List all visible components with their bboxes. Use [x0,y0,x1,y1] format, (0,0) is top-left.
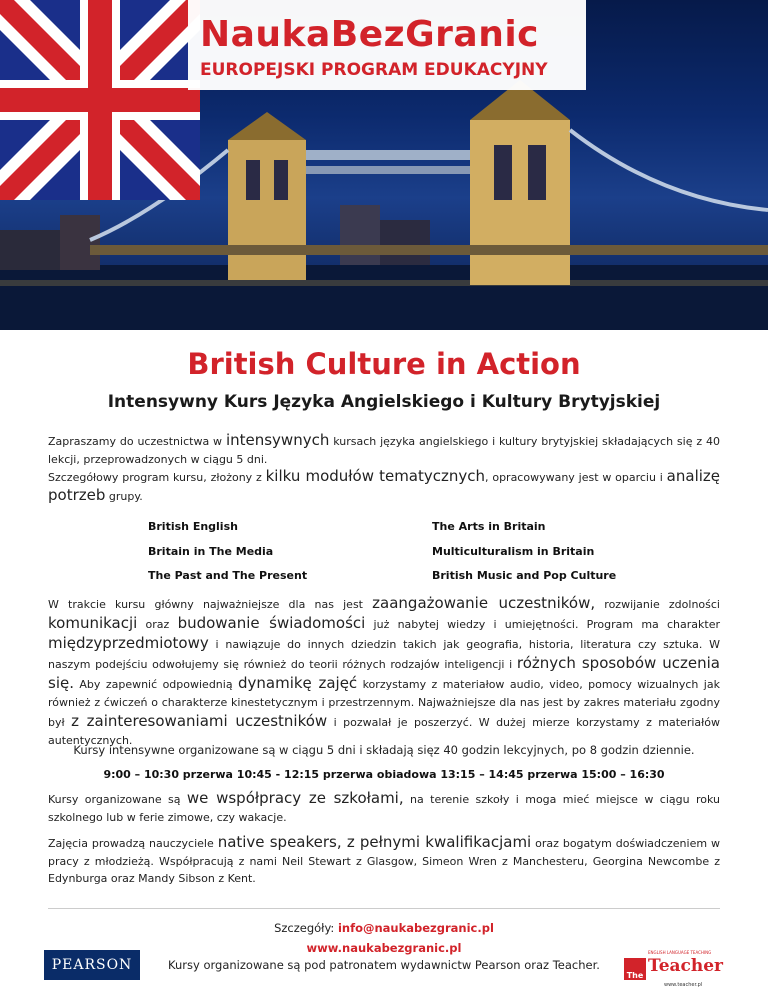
module-item: Multiculturalism in Britain [432,545,595,558]
teacher-logo-url: www.teacher.pl [664,982,703,988]
module-item: Britain in The Media [148,545,274,558]
method-paragraph: W trakcie kursu główny najważniejsze dla nas jest zaangażowanie uczestników, rozwijanie zdolności komunikacji oraz budowanie świadomości już nabytej wiedzy i umiejętności. Program ma charakter międzyprzedmiotowy i nawiązuje do innych dziedzin takich jak geografia, historia, literatura czy sztuka. W naszym podejściu odwołujemy się również do teorii różnych rodzajów inteligencji i różnych sposobów uczenia się. Aby zapewnić odpowiednią dynamikę zajęć korzystamy z materiałow audio, video, pomocy wizualnych jak również z ćwiczeń o charakterze kinestetycznym i przestrzennym. Najważniejsze dla nas jest by zakres materiału zgodny był z zainteresowaniami uczestników i pozwalał je poszerzyć. W dużej mierze korzystamy z materiałów autentycznych. [48,594,720,747]
module-item: British Music and Pop Culture [432,569,617,582]
email-link[interactable]: info@naukabezgranic.pl [337,921,494,935]
hero-image [0,0,768,330]
cooperation-paragraph: Kursy organizowane są we współpracy ze szkołami, na terenie szkoły i moga mieć miejsce w ciągu roku szkolnego lub w ferie zimowe, czy wakacje. [48,789,720,824]
teachers-paragraph: Zajęcia prowadzą nauczyciele native speakers, z pełnymi kwalifikacjami oraz bogatym doświadczeniem w pracy z młodzieżą. Współpracują z nami Neil Stewart z Glasgow, Simeon Wren z Manchesteru, Georgina Newcombe z Edynburga oraz Mandy Sibson z Kent. [48,833,721,885]
brand-title: NaukaBezGranic [200,14,539,55]
teacher-logo [624,952,724,992]
intro-paragraph: Zapraszamy do uczestnictwa w intensywnych kursach języka angielskiego i kultury brytyjskiej składających się z 40 lekcji, przeprowadzonych w ciągu 5 dni. Szczegółowy program kursu, złożony z kilku modułów tematycznych, opracowywany jest w oparciu i analizę potrzeb grupy. [48,431,721,504]
page-title: British Culture in Action [187,347,581,381]
module-item: British English [148,520,238,533]
footer-divider [48,908,720,909]
schedule-times: 9:00 – 10:30 przerwa 10:45 - 12:15 przerwa obiadowa 13:15 – 14:45 przerwa 15:00 – 16:30 [103,768,665,781]
teacher-logo-badge: The [624,958,646,980]
patronage-note: Kursy organizowane są pod patronatem wydawnictw Pearson oraz Teacher. [168,958,600,972]
module-item: The Past and The Present [148,569,308,582]
schedule-note: Kursy intensywne organizowane są w ciągu 5 dni i składają sięz 40 godzin lekcyjnych, po 8 godzin dziennie. [73,743,695,757]
website-link[interactable]: www.naukabezgranic.pl [306,941,462,955]
module-item: The Arts in Britain [432,520,546,533]
details-label: Szczegóły: [274,921,335,935]
page-subtitle: Intensywny Kurs Języka Angielskiego i Kultury Brytyjskiej [107,392,661,412]
details-line [48,920,720,938]
website-line [48,940,720,958]
teacher-logo-tagline: ENGLISH LANGUAGE TEACHING [648,950,712,955]
brand-subtitle: EUROPEJSKI PROGRAM EDUKACYJNY [200,60,548,80]
pearson-logo: PEARSON [44,950,140,980]
teacher-logo-word: Teacher [648,956,724,976]
